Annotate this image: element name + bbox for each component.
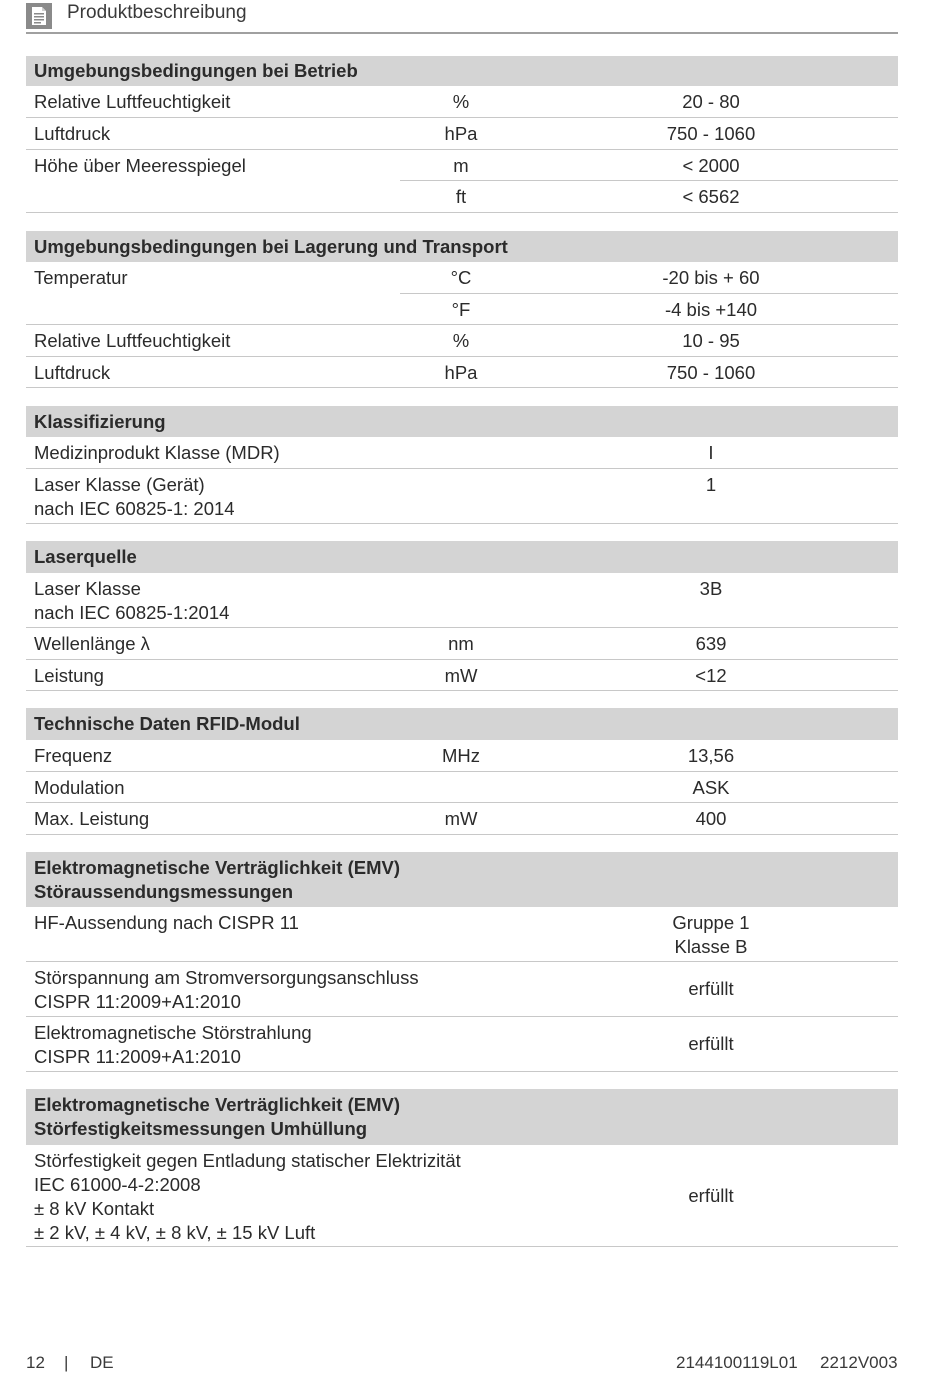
- table-row: [26, 181, 898, 213]
- row-value: <12: [695, 665, 727, 686]
- row-value: ASK: [692, 777, 730, 798]
- row-label-line: Störfestigkeit gegen Entladung statischer Elektrizität: [34, 1150, 461, 1171]
- table-row: [26, 262, 898, 294]
- row-unit: ft: [455, 186, 467, 207]
- table-row: [26, 1145, 898, 1247]
- row-value: 750 - 1060: [666, 123, 756, 144]
- table-row: [26, 294, 898, 325]
- row-unit: nm: [448, 633, 474, 654]
- row-label: [34, 473, 494, 521]
- row-label: Temperatur: [34, 267, 128, 288]
- row-value: 750 - 1060: [666, 362, 756, 383]
- row-label: Höhe über Meeresspiegel: [34, 155, 246, 176]
- row-label: Medizinprodukt Klasse (MDR): [34, 442, 280, 463]
- doc-version: 2212V003: [820, 1353, 898, 1372]
- row-unit: MHz: [441, 745, 481, 766]
- language-code: DE: [90, 1353, 114, 1372]
- row-value: erfüllt: [688, 1033, 734, 1054]
- section-rfid-module: [26, 708, 898, 835]
- row-label: [34, 966, 494, 1014]
- table-row: [26, 573, 898, 628]
- row-value: 20 - 80: [682, 91, 740, 112]
- row-value-line: Klasse B: [674, 936, 748, 957]
- row-value: erfüllt: [688, 978, 734, 999]
- row-label: Frequenz: [34, 745, 113, 766]
- section-operating-conditions: [26, 56, 898, 213]
- row-value: 400: [695, 808, 727, 829]
- row-label-line: Störspannung am Stromversorgungsanschluss: [34, 967, 419, 988]
- row-label: Modulation: [34, 777, 125, 798]
- row-unit: mW: [444, 808, 478, 829]
- table-row: [26, 803, 898, 835]
- row-value: < 2000: [682, 155, 740, 176]
- section-title: Umgebungsbedingungen bei Lagerung und Transport: [26, 231, 898, 262]
- table-row: [26, 469, 898, 524]
- footer-separator: |: [64, 1353, 69, 1372]
- section-emv-emissions: [26, 852, 898, 1072]
- section-title: Elektromagnetische Verträglichkeit (EMV) Störaussendungsmessungen: [26, 852, 898, 907]
- section-laser-source: [26, 541, 898, 691]
- row-unit: %: [452, 330, 470, 351]
- table-row: [26, 437, 898, 469]
- row-label: Max. Leistung: [34, 808, 150, 829]
- row-unit: °C: [450, 267, 472, 288]
- row-label: [34, 1021, 494, 1069]
- table-row: [26, 1017, 898, 1072]
- row-label-line: Elektromagnetische Störstrahlung: [34, 1022, 312, 1043]
- row-label: [34, 1149, 494, 1245]
- row-unit: hPa: [444, 362, 478, 383]
- header-title: Produktbeschreibung: [67, 2, 247, 23]
- table-row: [26, 118, 898, 150]
- row-label: Wellenlänge λ: [34, 633, 150, 654]
- section-title: Elektromagnetische Verträglichkeit (EMV) Störfestigkeitsmessungen Umhüllung: [26, 1089, 898, 1145]
- section-classification: [26, 406, 898, 524]
- table-row: [26, 357, 898, 388]
- table-row: [26, 86, 898, 118]
- table-row: [26, 660, 898, 691]
- section-title: Umgebungsbedingungen bei Betrieb: [26, 56, 898, 86]
- table-row: [26, 962, 898, 1017]
- row-label-line: CISPR 11:2009+A1:2010: [34, 1046, 241, 1067]
- row-label-line: nach IEC 60825-1: 2014: [34, 498, 235, 519]
- row-label-line: nach IEC 60825-1:2014: [34, 602, 230, 623]
- row-unit: hPa: [444, 123, 478, 144]
- table-row: [26, 772, 898, 803]
- table-row: [26, 740, 898, 772]
- row-value: 3B: [699, 578, 723, 599]
- section-emv-immunity: [26, 1089, 898, 1247]
- row-unit: mW: [444, 665, 478, 686]
- row-label: Luftdruck: [34, 362, 111, 383]
- row-value: 1: [705, 474, 717, 495]
- section-title: Klassifizierung: [26, 406, 898, 437]
- row-label: [34, 577, 494, 625]
- row-label: Relative Luftfeuchtigkeit: [34, 91, 231, 112]
- row-value: 13,56: [687, 745, 735, 766]
- row-label-line: Laser Klasse: [34, 578, 141, 599]
- row-label: HF-Aussendung nach CISPR 11: [34, 912, 299, 933]
- row-label-line: CISPR 11:2009+A1:2010: [34, 991, 241, 1012]
- section-title: Technische Daten RFID-Modul: [26, 708, 898, 740]
- row-value-line: Gruppe 1: [672, 912, 750, 933]
- row-label-line: IEC 61000-4-2:2008: [34, 1174, 201, 1195]
- row-label-line: ± 8 kV Kontakt: [34, 1198, 155, 1219]
- row-label-line: Laser Klasse (Gerät): [34, 474, 205, 495]
- section-title: Laserquelle: [26, 541, 898, 573]
- row-value: -4 bis +140: [664, 299, 758, 320]
- row-label: Luftdruck: [34, 123, 111, 144]
- row-label: Relative Luftfeuchtigkeit: [34, 330, 231, 351]
- row-label-line: ± 2 kV, ± 4 kV, ± 8 kV, ± 15 kV Luft: [34, 1222, 316, 1243]
- table-row: [26, 150, 898, 181]
- doc-number: 2144100119L01: [676, 1353, 798, 1372]
- row-value: I: [708, 442, 714, 463]
- row-unit: °F: [451, 299, 471, 320]
- row-value: 10 - 95: [682, 330, 740, 351]
- document-icon: [26, 3, 52, 29]
- row-unit: m: [453, 155, 469, 176]
- row-unit: %: [452, 91, 470, 112]
- row-value: < 6562: [682, 186, 740, 207]
- row-value: 639: [695, 633, 727, 654]
- row-value: [626, 911, 796, 959]
- table-row: [26, 628, 898, 660]
- table-row: [26, 907, 898, 962]
- row-label: Leistung: [34, 665, 104, 686]
- page-header: [26, 0, 898, 34]
- table-row: [26, 325, 898, 357]
- row-value: erfüllt: [688, 1184, 734, 1206]
- row-value: -20 bis + 60: [662, 267, 760, 288]
- section-storage-conditions: [26, 231, 898, 388]
- page-number: 12: [26, 1353, 45, 1372]
